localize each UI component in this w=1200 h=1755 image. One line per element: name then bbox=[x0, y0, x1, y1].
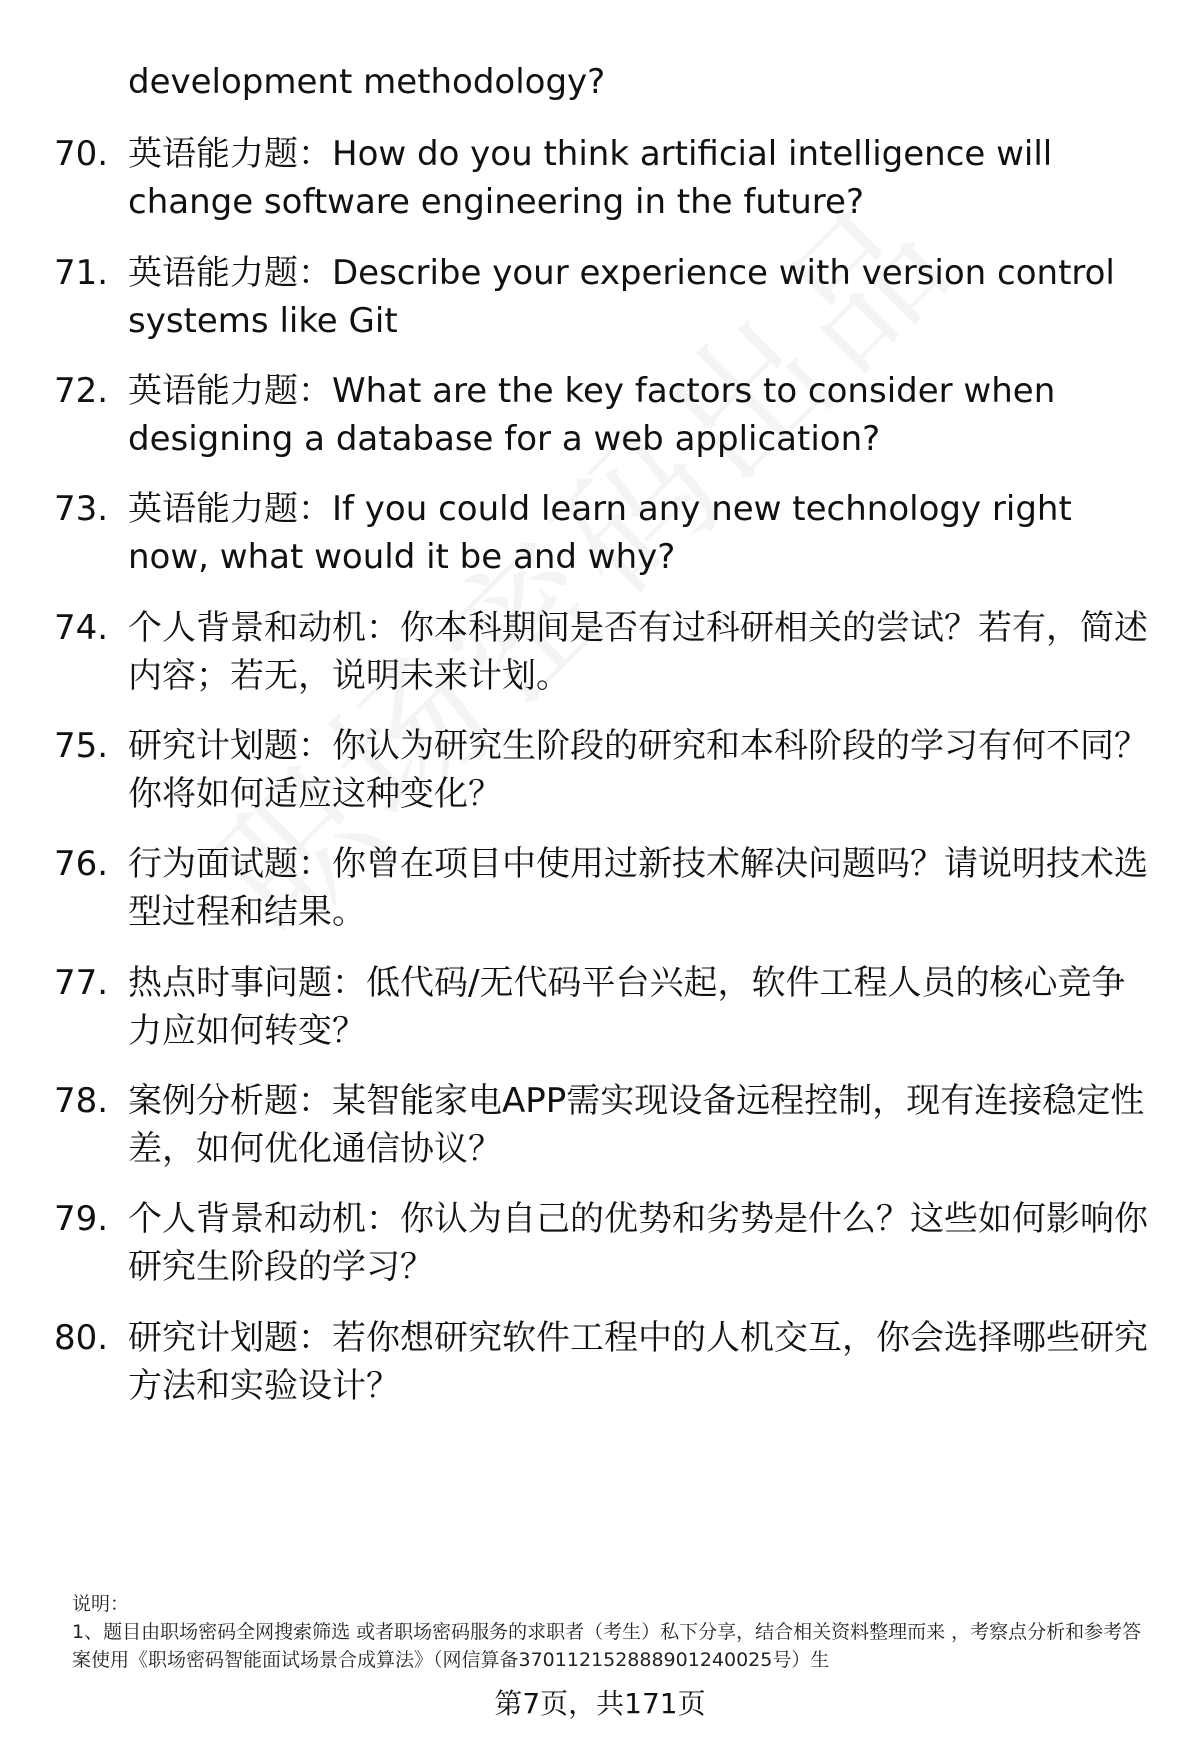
question-text: 案例分析题：某智能家电APP需实现设备远程控制，现有连接稳定性差，如何优化通信协议？ bbox=[128, 1081, 1145, 1169]
continuation-text: development methodology? bbox=[128, 62, 606, 102]
question-text: 研究计划题：你认为研究生阶段的研究和本科阶段的学习有何不同？你将如何适应这种变化？ bbox=[128, 726, 1148, 814]
question-number: 79. bbox=[54, 1199, 109, 1239]
question-number: 71. bbox=[54, 253, 109, 293]
question-number: 75. bbox=[54, 726, 109, 766]
question-number: 80. bbox=[54, 1318, 109, 1358]
question-text: 个人背景和动机：你本科期间是否有过科研相关的尝试？若有，简述内容；若无，说明未来计划。 bbox=[128, 608, 1148, 696]
page-footer: 第7页，共171页 bbox=[494, 1687, 706, 1720]
question-number: 72. bbox=[54, 371, 109, 411]
question-number: 78. bbox=[54, 1081, 109, 1121]
notes-section bbox=[72, 1590, 1152, 1674]
question-number: 73. bbox=[54, 489, 109, 529]
question-text: 热点时事问题：低代码/无代码平台兴起，软件工程人员的核心竞争力应如何转变？ bbox=[128, 963, 1126, 1051]
notes-heading: 说明： bbox=[72, 1593, 130, 1615]
question-text: 英语能力题：Describe your experience with version control systems like Git bbox=[128, 253, 1115, 341]
question-text: 行为面试题：你曾在项目中使用过新技术解决问题吗？请说明技术选型过程和结果。 bbox=[128, 844, 1148, 932]
notes-line: 1、题目由职场密码全网搜索筛选 或者职场密码服务的求职者（考生）私下分享，结合相关资料整理而来 ，考察点分析和参考答案使用《职场密码智能面试场景合成算法》（网信算备370112152888901240025号）生 bbox=[72, 1621, 1142, 1671]
question-text: 研究计划题：若你想研究软件工程中的人机交互，你会选择哪些研究方法和实验设计？ bbox=[128, 1318, 1148, 1406]
question-text: 英语能力题：What are the key factors to consider when designing a database for a web application? bbox=[128, 371, 1056, 459]
question-number: 76. bbox=[54, 844, 109, 884]
question-number: 74. bbox=[54, 608, 109, 648]
question-text: 个人背景和动机：你认为自己的优势和劣势是什么？这些如何影响你研究生阶段的学习？ bbox=[128, 1199, 1148, 1287]
question-text: 英语能力题：If you could learn any new technology right now, what would it be and why? bbox=[128, 489, 1072, 577]
question-number: 77. bbox=[54, 963, 109, 1003]
question-text: 英语能力题：How do you think artificial intelligence will change software engineering in the future? bbox=[128, 134, 1053, 222]
question-number: 70. bbox=[54, 134, 109, 174]
